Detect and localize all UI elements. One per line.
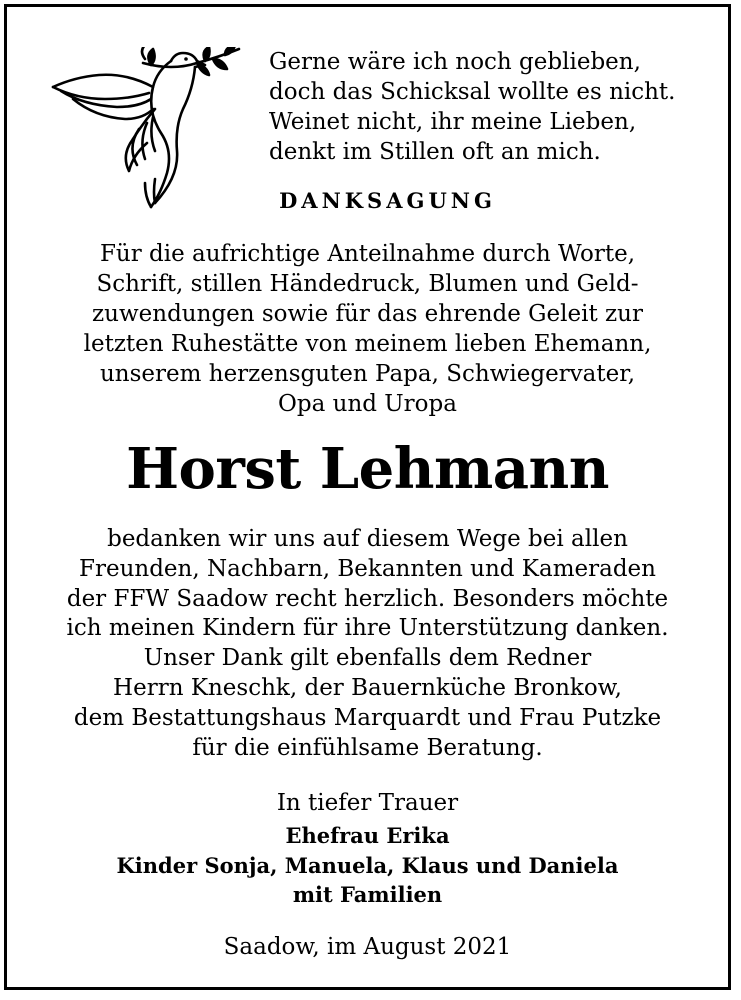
signers-block: [7, 821, 728, 910]
poem-line: Gerne wäre ich noch geblieben,: [269, 49, 641, 75]
thanks-line: für die einfühlsame Beratung.: [192, 734, 543, 761]
mourning-line: In tiefer Trauer: [276, 790, 459, 816]
thanks-paragraph: [7, 525, 728, 763]
poem-line: Weinet nicht, ihr meine Lieben,: [269, 109, 637, 135]
thanks-line: ich meinen Kindern für ihre Unterstützung danken.: [66, 615, 669, 642]
signer-line: Ehefrau Erika: [285, 823, 450, 848]
obituary-notice: [4, 4, 731, 990]
poem-line: doch das Schicksal wollte es nicht.: [269, 79, 676, 105]
intro-line: Schrift, stillen Händedruck, Blumen und Geld-: [96, 271, 639, 297]
thanks-line: Freunden, Nachbarn, Bekannten und Kameraden: [79, 555, 656, 582]
signer-line: mit Familien: [292, 882, 443, 907]
intro-line: Für die aufrichtige Anteilnahme durch Worte,: [99, 241, 636, 267]
thanks-line: dem Bestattungshaus Marquardt und Frau Putzke: [73, 704, 662, 731]
signer-line: Kinder Sonja, Manuela, Klaus und Daniela: [116, 852, 619, 878]
thanks-line: Herrn Kneschk, der Bauernküche Bronkow,: [113, 674, 622, 701]
deceased-name: Horst Lehmann: [126, 436, 609, 502]
intro-line: Opa und Uropa: [278, 391, 457, 417]
notice-heading: DANKSAGUNG: [279, 188, 496, 213]
poem-line: denkt im Stillen oft an mich.: [269, 139, 601, 165]
intro-line: zuwendungen sowie für das ehrende Geleit zur: [92, 301, 643, 327]
poem-verse: [269, 47, 676, 167]
intro-line: letzten Ruhestätte von meinem lieben Ehemann,: [83, 331, 652, 357]
place-and-date: Saadow, im August 2021: [223, 934, 512, 960]
thanks-line: der FFW Saadow recht herzlich. Besonders möchte: [66, 585, 669, 612]
intro-line: unserem herzensguten Papa, Schwiegervater,: [99, 361, 636, 387]
intro-paragraph: [7, 239, 728, 419]
thanks-line: bedanken wir uns auf diesem Wege bei allen: [107, 526, 628, 552]
thanks-line: Unser Dank gilt ebenfalls dem Redner: [143, 645, 592, 672]
